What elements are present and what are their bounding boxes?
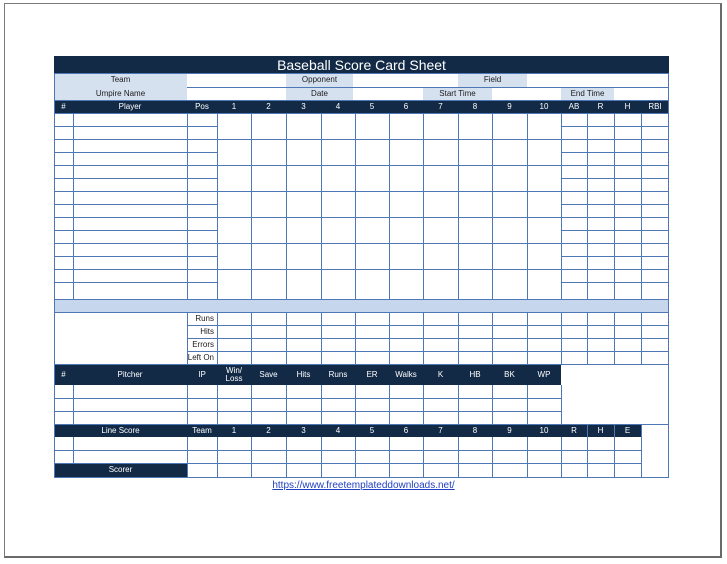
ab-header: AB (568, 101, 580, 111)
save-header: Save (259, 369, 278, 379)
end-time-label: End Time (570, 88, 605, 98)
score-card-grid (54, 56, 669, 478)
pitcher-runs-header: Runs (328, 369, 348, 379)
er-header: ER (366, 369, 378, 379)
umpire-label: Umpire Name (95, 88, 146, 98)
pitcher-number-header: # (61, 369, 66, 379)
player-header: Player (118, 101, 142, 111)
page-sheet (4, 3, 722, 558)
inning-8-header: 8 (472, 101, 478, 111)
inning-3-header: 3 (301, 101, 306, 111)
errors-total-label: Errors (192, 339, 214, 349)
line-score-label: Line Score (101, 425, 140, 435)
batting-number-header: # (61, 101, 66, 111)
walks-header: Walks (395, 369, 417, 379)
score-card (54, 56, 669, 478)
pitcher-hits-header: Hits (296, 369, 311, 379)
template-website-link[interactable]: https://www.freetemplateddownloads.net/ (272, 480, 455, 491)
start-time-label: Start Time (439, 88, 476, 98)
ls-inning-1-header: 1 (231, 425, 237, 435)
hits-total-label: Hits (200, 326, 214, 336)
h-header: H (624, 101, 631, 111)
inning-4-header: 4 (335, 101, 341, 111)
footer (0, 480, 727, 491)
date-label: Date (311, 88, 328, 98)
runs-total-label: Runs (195, 313, 214, 323)
ip-header: IP (198, 369, 206, 379)
k-header: K (437, 369, 444, 379)
ls-inning-10-header: 10 (539, 425, 549, 435)
ls-e-header: E (624, 425, 631, 435)
opponent-label: Opponent (301, 75, 338, 84)
ls-r-header: R (571, 425, 577, 435)
pitcher-header: Pitcher (117, 369, 143, 379)
r-header: R (597, 101, 604, 111)
pos-header: Pos (195, 101, 209, 111)
hb-header: HB (469, 369, 481, 379)
line-score-team-header: Team (192, 425, 212, 435)
ls-inning-6-header: 6 (403, 425, 409, 435)
separator-band (54, 299, 669, 312)
ls-inning-8-header: 8 (472, 425, 478, 435)
scorer-label: Scorer (108, 465, 133, 474)
rbi-header: RBI (648, 101, 662, 111)
card-title: Baseball Score Card Sheet (277, 56, 446, 73)
bk-header: BK (504, 369, 515, 379)
inning-1-header: 1 (231, 101, 237, 111)
ls-inning-7-header: 7 (438, 425, 443, 435)
ls-inning-5-header: 5 (369, 425, 375, 435)
ls-inning-3-header: 3 (301, 425, 306, 435)
wp-header: WP (537, 369, 551, 379)
ls-h-header: H (597, 425, 604, 435)
inning-9-header: 9 (507, 101, 512, 111)
ls-inning-4-header: 4 (335, 425, 341, 435)
ls-inning-9-header: 9 (507, 425, 512, 435)
left-on-total-label: Left On (187, 352, 214, 362)
inning-6-header: 6 (403, 101, 409, 111)
field-label: Field (483, 75, 502, 84)
inning-5-header: 5 (369, 101, 375, 111)
inning-7-header: 7 (438, 101, 443, 111)
win-loss-header: Win/ Loss (225, 365, 243, 383)
team-label: Team (110, 75, 131, 84)
ls-inning-2-header: 2 (266, 425, 271, 435)
inning-10-header: 10 (539, 101, 549, 111)
inning-2-header: 2 (266, 101, 271, 111)
